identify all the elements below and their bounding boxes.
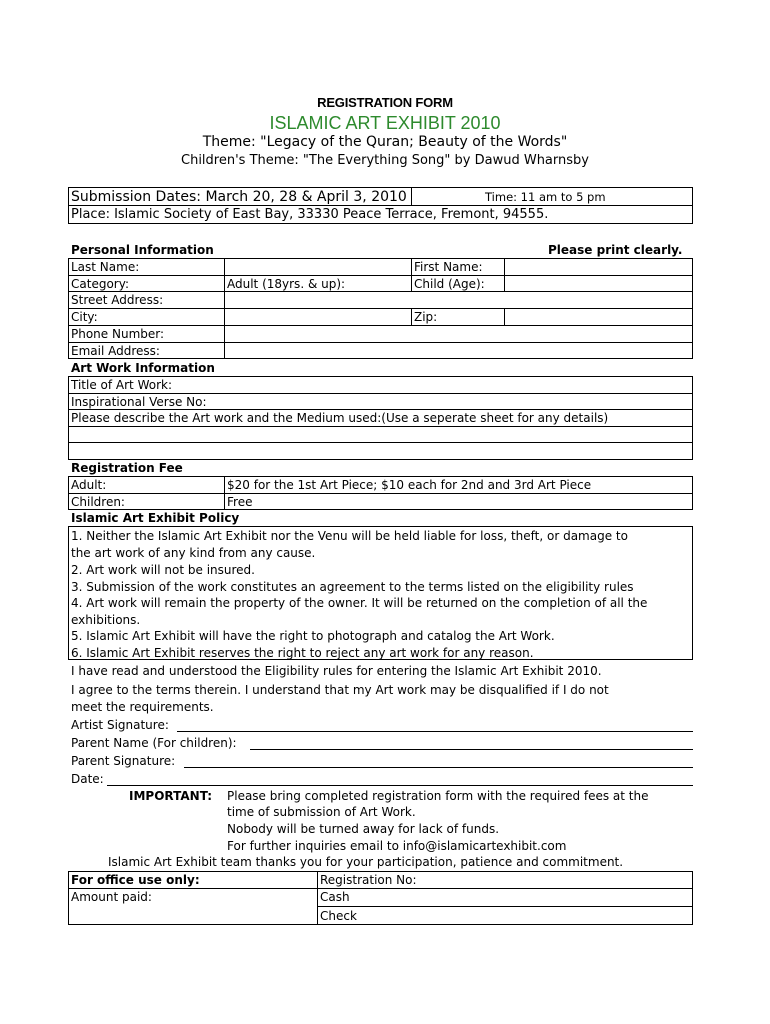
first-name-label: First Name:	[414, 260, 483, 274]
important-line-3: Nobody will be turned away for lack of funds.	[227, 822, 500, 836]
city-label: City:	[71, 310, 98, 324]
policy-item-6: 6. Islamic Art Exhibit reserves the right to reject any art work for any reason.	[71, 646, 534, 660]
agreement-line-2: I agree to the terms therein. I understand that my Art work may be disqualified if I do not	[71, 683, 609, 697]
street-field[interactable]	[225, 292, 692, 307]
important-line-2: time of submission of Art Work.	[227, 805, 416, 819]
last-name-label: Last Name:	[71, 260, 140, 274]
verse-label: Inspirational Verse No:	[71, 395, 207, 409]
form-label: REGISTRATION FORM	[317, 95, 453, 110]
artwork-title-label: Title of Art Work:	[71, 378, 173, 392]
print-note: Please print clearly.	[548, 243, 683, 257]
child-age-field[interactable]	[505, 276, 692, 291]
theme: Theme: "Legacy of the Quran; Beauty of the Words"	[202, 134, 568, 150]
parent-name-line[interactable]	[250, 749, 693, 750]
email-label: Email Address:	[71, 344, 160, 358]
important-line-4: For further inquiries email to info@islamicartexhibit.com	[227, 839, 567, 853]
policy-item-4a: 4. Art work will remain the property of the owner. It will be returned on the completion of all the	[71, 596, 648, 610]
artwork-heading: Art Work Information	[71, 361, 215, 375]
describe-label: Please describe the Art work and the Medium used:(Use a seperate sheet for any details)	[71, 411, 609, 425]
policy-item-5: 5. Islamic Art Exhibit will have the right to photograph and catalog the Art Work.	[71, 629, 555, 643]
artist-signature-line[interactable]	[177, 731, 693, 732]
policy-item-1a: 1. Neither the Islamic Art Exhibit nor the Venu will be held liable for loss, theft, or damage to	[71, 529, 628, 543]
phone-field[interactable]	[225, 326, 692, 341]
thanks-text: Islamic Art Exhibit team thanks you for your participation, patience and commitment.	[108, 855, 624, 869]
registration-no-label: Registration No:	[320, 873, 417, 887]
children-theme: Children's Theme: "The Everything Song" by Dawud Wharnsby	[181, 153, 589, 168]
parent-signature-line[interactable]	[184, 767, 693, 768]
fee-children-value: Free	[227, 495, 253, 509]
category-label: Category:	[71, 277, 129, 291]
describe-field[interactable]	[69, 427, 692, 459]
date-label: Date:	[71, 772, 104, 786]
parent-signature-label: Parent Signature:	[71, 754, 176, 768]
agreement-line-1: I have read and understood the Eligibility rules for entering the Islamic Art Exhibit 2010.	[71, 664, 602, 678]
phone-label: Phone Number:	[71, 327, 165, 341]
important-label: IMPORTANT:	[129, 789, 213, 803]
check-label[interactable]: Check	[320, 909, 357, 923]
agreement-line-3: meet the requirements.	[71, 700, 214, 714]
city-field[interactable]	[225, 309, 410, 324]
child-option[interactable]: Child (Age):	[414, 277, 485, 291]
important-line-1: Please bring completed registration form with the required fees at the	[227, 789, 649, 803]
fee-adult-label: Adult:	[71, 478, 107, 492]
street-label: Street Address:	[71, 293, 164, 307]
first-name-field[interactable]	[505, 259, 692, 274]
parent-name-label: Parent Name (For children):	[71, 736, 237, 750]
event-time: Time: 11 am to 5 pm	[485, 190, 606, 204]
zip-field[interactable]	[505, 309, 692, 324]
verse-field[interactable]	[225, 394, 692, 409]
fee-adult-value: $20 for the 1st Art Piece; $10 each for 2nd and 3rd Art Piece	[227, 478, 592, 492]
email-field[interactable]	[225, 343, 692, 358]
office-heading: For office use only:	[71, 873, 200, 887]
cash-label[interactable]: Cash	[320, 890, 350, 904]
artwork-title-field[interactable]	[190, 377, 692, 392]
policy-item-1b: the art work of any kind from any cause.	[71, 546, 316, 560]
amount-paid-label: Amount paid:	[71, 890, 152, 904]
event-place: Place: Islamic Society of East Bay, 33330 Peace Terrace, Fremont, 94555.	[71, 207, 549, 222]
policy-item-2: 2. Art work will not be insured.	[71, 563, 255, 577]
artist-signature-label: Artist Signature:	[71, 718, 169, 732]
personal-heading: Personal Information	[71, 243, 214, 257]
policy-item-4b: exhibitions.	[71, 613, 141, 627]
policy-heading: Islamic Art Exhibit Policy	[71, 511, 240, 525]
last-name-field[interactable]	[225, 259, 410, 274]
fee-heading: Registration Fee	[71, 461, 183, 475]
policy-item-3: 3. Submission of the work constitutes an agreement to the terms listed on the eligibility rules	[71, 580, 634, 594]
date-line[interactable]	[107, 785, 693, 786]
fee-children-label: Children:	[71, 495, 125, 509]
zip-label: Zip:	[414, 310, 438, 324]
event-name: ISLAMIC ART EXHIBIT 2010	[269, 113, 501, 133]
adult-option[interactable]: Adult (18yrs. & up):	[227, 277, 346, 291]
submission-dates: Submission Dates: March 20, 28 & April 3, 2010	[71, 189, 407, 205]
